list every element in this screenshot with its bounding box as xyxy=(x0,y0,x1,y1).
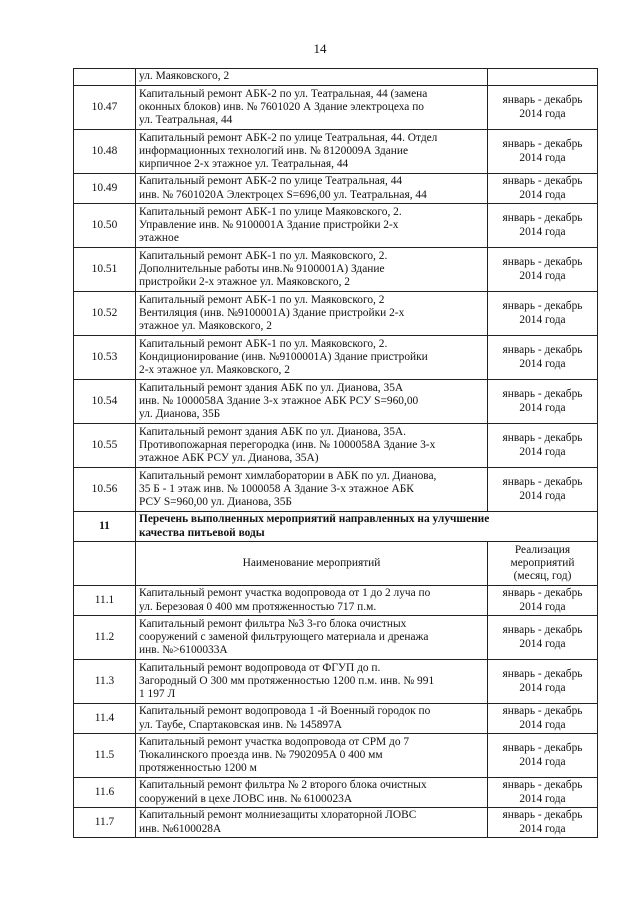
table-row xyxy=(74,808,598,838)
description-line: инв. №>6100033А xyxy=(139,644,228,657)
description-line: Капитальный ремонт АБК-2 по улице Театральная, 44. Отдел xyxy=(139,131,438,144)
row-period xyxy=(488,174,598,204)
row-number xyxy=(74,69,136,86)
period-line: январь - декабрь xyxy=(502,809,583,822)
row-number: 11.5 xyxy=(74,734,136,778)
row-number: 10.47 xyxy=(74,86,136,130)
header-period-line: (месяц, год) xyxy=(513,570,572,583)
description-line: сооружений в цехе ЛОВС инв. № 6100023А xyxy=(139,792,353,805)
period-line: январь - декабрь xyxy=(502,388,583,401)
row-number: 11.2 xyxy=(74,616,136,660)
period-line: январь - декабрь xyxy=(502,300,583,313)
table-row xyxy=(74,174,598,204)
row-description xyxy=(136,204,488,248)
description-line: Капитальный ремонт фильтра №3 3-го блока очистных xyxy=(139,617,407,630)
page-number: 14 xyxy=(313,41,327,56)
row-number: 11.3 xyxy=(74,660,136,704)
description-line: ул. Березовая 0 400 мм протяженностью 717 п.м. xyxy=(139,600,377,613)
description-line: этажное ул. Маяковского, 2 xyxy=(139,320,272,333)
table-row xyxy=(74,69,598,86)
table-row xyxy=(74,468,598,512)
row-period xyxy=(488,660,598,704)
period-line: январь - декабрь xyxy=(502,256,583,269)
table-row xyxy=(74,616,598,660)
row-period xyxy=(488,616,598,660)
period-line: январь - декабрь xyxy=(502,175,583,188)
row-number: 10.51 xyxy=(74,248,136,292)
header-row xyxy=(74,542,598,586)
row-period xyxy=(488,468,598,512)
description-line: протяженностью 1200 м xyxy=(139,762,257,775)
table-row xyxy=(74,424,598,468)
row-number: 10.56 xyxy=(74,468,136,512)
period-line: 2014 года xyxy=(519,225,566,238)
row-number: 11.4 xyxy=(74,704,136,734)
period-line: 2014 года xyxy=(519,792,566,805)
description-line: 1 197 Л xyxy=(139,688,176,701)
description-line: ул. Дианова, 35Б xyxy=(139,408,221,421)
row-description xyxy=(136,86,488,130)
period-line: 2014 года xyxy=(519,718,566,731)
row-period xyxy=(488,778,598,808)
description-line: Капитальный ремонт фильтра № 2 второго блока очистных xyxy=(139,779,427,792)
description-line: инв. №6100028А xyxy=(139,822,222,835)
row-period xyxy=(488,86,598,130)
period-line: 2014 года xyxy=(519,107,566,120)
table-row xyxy=(74,734,598,778)
row-description xyxy=(136,174,488,204)
description-line: Капитальный ремонт АБК-1 по ул. Маяковского, 2. xyxy=(139,249,388,262)
description-line: Дополнительные работы инв.№ 9100001А) Здание xyxy=(139,262,385,275)
row-period xyxy=(488,734,598,778)
row-description xyxy=(136,424,488,468)
period-line: январь - декабрь xyxy=(502,779,583,792)
row-number: 10.54 xyxy=(74,380,136,424)
description-line: Капитальный ремонт водопровода 1 -й Военный городок по xyxy=(139,705,431,718)
row-period xyxy=(488,704,598,734)
description-line: Капитальный ремонт участка водопровода от 1 до 2 луча по xyxy=(139,587,431,600)
row-period xyxy=(488,808,598,838)
period-line: 2014 года xyxy=(519,600,566,613)
row-period xyxy=(488,130,598,174)
period-line: 2014 года xyxy=(519,188,566,201)
period-line: 2014 года xyxy=(519,357,566,370)
table-row xyxy=(74,380,598,424)
row-description xyxy=(136,734,488,778)
period-line: январь - декабрь xyxy=(502,432,583,445)
row-period xyxy=(488,248,598,292)
row-period xyxy=(488,380,598,424)
description-line: сооружений с заменой фильтрующего материала и дренажа xyxy=(139,630,429,643)
row-description xyxy=(136,704,488,734)
table-row xyxy=(74,248,598,292)
period-line: январь - декабрь xyxy=(502,476,583,489)
description-line: инв. № 7601020А Электроцех S=696,00 ул. Театральная, 44 xyxy=(139,188,427,201)
period-line: 2014 года xyxy=(519,681,566,694)
row-description xyxy=(136,808,488,838)
description-line: оконных блоков) инв. № 7601020 А Здание электроцеха по xyxy=(139,100,424,113)
row-description xyxy=(136,778,488,808)
description-line: Противопожарная перегородка (инв. № 1000058А Здание 3-х xyxy=(139,438,436,451)
description-line: Капитальный ремонт АБК-2 по ул. Театральная, 44 (замена xyxy=(139,87,428,100)
row-period xyxy=(488,292,598,336)
description-line: этажное xyxy=(139,232,179,245)
table-row xyxy=(74,704,598,734)
table-row xyxy=(74,130,598,174)
period-line: 2014 года xyxy=(519,445,566,458)
table-row xyxy=(74,204,598,248)
table-row xyxy=(74,586,598,616)
period-line: январь - декабрь xyxy=(502,94,583,107)
description-line: Капитальный ремонт АБК-2 по улице Театральная, 44 xyxy=(139,175,403,188)
row-period xyxy=(488,204,598,248)
row-description xyxy=(136,130,488,174)
description-line: Капитальный ремонт водопровода от ФГУП до п. xyxy=(139,661,381,674)
period-line: 2014 года xyxy=(519,755,566,768)
row-number: 11.7 xyxy=(74,808,136,838)
description-line: инв. № 1000058А Здание 3-х этажное АБК РСУ S=960,00 xyxy=(139,394,419,407)
description-line: Загородный О 300 мм протяженностью 1200 п.м. инв. № 991 xyxy=(139,674,435,687)
row-description xyxy=(136,468,488,512)
table-row xyxy=(74,660,598,704)
description-line: Тюкалинского проезда инв. № 7902095А 0 400 мм xyxy=(139,748,383,761)
row-description xyxy=(136,586,488,616)
period-line: январь - декабрь xyxy=(502,212,583,225)
description-line: ул. Театральная, 44 xyxy=(139,114,233,127)
description-line: Капитальный ремонт молниезащиты хлораторной ЛОВС xyxy=(139,809,417,822)
period-line: январь - декабрь xyxy=(502,138,583,151)
row-period xyxy=(488,586,598,616)
period-line: 2014 года xyxy=(519,489,566,502)
description-line: Кондиционирование (инв. №9100001А) Здание пристройки xyxy=(139,350,428,363)
description-line: 2-х этажное ул. Маяковского, 2 xyxy=(139,364,290,377)
description-line: Капитальный ремонт химлаборатории в АБК по ул. Дианова, xyxy=(139,469,437,482)
period-line: январь - декабрь xyxy=(502,624,583,637)
period-line: 2014 года xyxy=(519,313,566,326)
section-title-line: качества питьевой воды xyxy=(139,526,265,539)
description-line: Капитальный ремонт здания АБК по ул. Дианова, 35А. xyxy=(139,425,406,438)
row-number: 11.1 xyxy=(74,586,136,616)
header-period-line: мероприятий xyxy=(510,556,575,569)
works-table xyxy=(73,68,598,838)
period-line: 2014 года xyxy=(519,269,566,282)
description-line: Капитальный ремонт АБК-1 по ул. Маяковского, 2 xyxy=(139,293,385,306)
description-line: ул. Таубе, Спартаковская инв. № 145897А xyxy=(139,718,343,731)
row-number: 10.49 xyxy=(74,174,136,204)
description-line: информационных технологий инв. № 8120009А Здание xyxy=(139,144,409,157)
row-period xyxy=(488,336,598,380)
description-line: пристройки 2-х этажное ул. Маяковского, 2 xyxy=(139,276,350,289)
section-row xyxy=(74,512,598,542)
description-line: Капитальный ремонт участка водопровода от СРМ до 7 xyxy=(139,735,410,748)
row-description xyxy=(136,616,488,660)
row-description xyxy=(136,248,488,292)
section-title-line: Перечень выполненных мероприятий направленных на улучшение xyxy=(139,513,490,526)
section-number: 11 xyxy=(74,512,136,542)
description-line: этажное АБК РСУ ул. Дианова, 35А) xyxy=(139,452,319,465)
period-line: 2014 года xyxy=(519,822,566,835)
header-period xyxy=(488,542,598,586)
period-line: январь - декабрь xyxy=(502,668,583,681)
period-line: 2014 года xyxy=(519,151,566,164)
description-line: Управление инв. № 9100001А Здание пристройки 2-х xyxy=(139,218,399,231)
period-line: январь - декабрь xyxy=(502,587,583,600)
period-line: январь - декабрь xyxy=(502,344,583,357)
row-number: 10.52 xyxy=(74,292,136,336)
row-number: 10.53 xyxy=(74,336,136,380)
period-line: январь - декабрь xyxy=(502,742,583,755)
header-period-line: Реализация xyxy=(514,543,571,556)
period-line: 2014 года xyxy=(519,401,566,414)
table-row xyxy=(74,778,598,808)
description-line: 35 Б - 1 этаж инв. № 1000058 А Здание 3-х этажное АБК xyxy=(139,482,414,495)
period-line: 2014 года xyxy=(519,637,566,650)
row-description xyxy=(136,380,488,424)
row-period xyxy=(488,424,598,468)
description-line: Капитальный ремонт здания АБК по ул. Дианова, 35А xyxy=(139,381,404,394)
header-name: Наименование мероприятий xyxy=(136,542,488,586)
row-description xyxy=(136,292,488,336)
row-number: 10.55 xyxy=(74,424,136,468)
row-number: 10.50 xyxy=(74,204,136,248)
table-row xyxy=(74,292,598,336)
row-description xyxy=(136,336,488,380)
row-number: 10.48 xyxy=(74,130,136,174)
row-number: 11.6 xyxy=(74,778,136,808)
section-title xyxy=(136,512,598,542)
row-period xyxy=(488,69,598,86)
period-line: январь - декабрь xyxy=(502,705,583,718)
description-line: Капитальный ремонт АБК-1 по улице Маяковского, 2. xyxy=(139,205,402,218)
table-row xyxy=(74,86,598,130)
description-line: РСУ S=960,00 ул. Дианова, 35Б xyxy=(139,496,292,509)
description-line: ул. Маяковского, 2 xyxy=(139,70,230,83)
header-empty xyxy=(74,542,136,586)
row-description xyxy=(136,660,488,704)
table-row xyxy=(74,336,598,380)
description-line: Капитальный ремонт АБК-1 по ул. Маяковского, 2. xyxy=(139,337,388,350)
row-description xyxy=(136,69,488,86)
description-line: Вентиляция (инв. №9100001А) Здание пристройки 2-х xyxy=(139,306,405,319)
description-line: кирпичное 2-х этажное ул. Театральная, 44 xyxy=(139,158,349,171)
